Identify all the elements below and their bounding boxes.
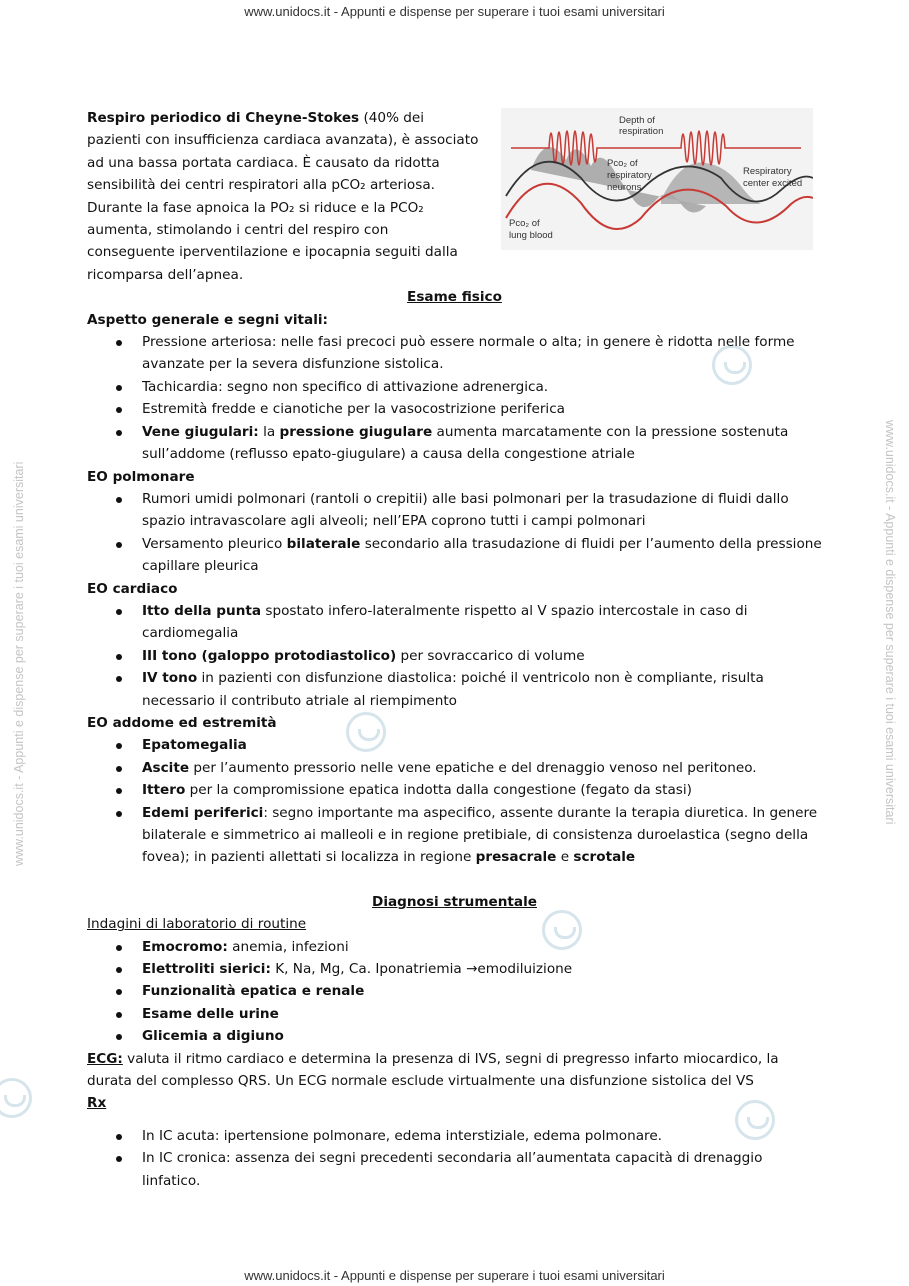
cheyne-stokes-paragraph [87, 107, 479, 286]
figure-label: lung blood [509, 230, 553, 241]
list-item: Esame delle urine [142, 1003, 822, 1025]
list-item: Versamento pleurico bilaterale secondario alla trasudazione di fluidi per l’aumento della pressione capillare pleurica [142, 533, 822, 578]
figure-label: Respiratory [743, 166, 792, 177]
list-item: Tachicardia: segno non specifico di attivazione adrenergica. [142, 376, 822, 398]
list [87, 600, 822, 712]
subsection-title: EO addome ed estremità [87, 714, 277, 731]
figure-label: respiratory [607, 170, 652, 181]
list-item: III tono (galoppo protodiastolico) per sovraccarico di volume [142, 645, 822, 667]
list-item: In IC cronica: assenza dei segni precedenti secondaria all’aumentata capacità di drenaggio linfatico. [142, 1147, 822, 1192]
subsection-title: EO polmonare [87, 468, 195, 485]
ecg-paragraph: ECG: valuta il ritmo cardiaco e determina la presenza di IVS, segni di pregresso infarto miocardico, la durata del complesso QRS. Un ECG normale esclude virtualmente una disfunzione sistolica del VS [87, 1050, 779, 1090]
page-header: www.unidocs.it - Appunti e dispense per superare i tuoi esami universitari [244, 4, 665, 19]
list-item: In IC acuta: ipertensione polmonare, edema interstiziale, edema polmonare. [142, 1125, 822, 1147]
figure-label: center excited [743, 178, 803, 189]
section-title: Esame fisico [407, 289, 502, 306]
list-item: Ascite per l’aumento pressorio nelle vene epatiche e del drenaggio venoso nel peritoneo. [142, 757, 822, 779]
figure-label: respiration [619, 126, 664, 137]
subsection-title: Indagini di laboratorio di routine [87, 916, 307, 933]
list [87, 488, 822, 578]
list [87, 1125, 822, 1192]
list [87, 936, 822, 1048]
list-item: Vene giugulari: la pressione giugulare aumenta marcatamente con la pressione sostenuta sull’addome (reflusso epato-giugulare) a causa della congestione atriale [142, 421, 822, 466]
list-item: Elettroliti sierici: K, Na, Mg, Ca. Iponatriemia →emodiluizione [142, 958, 822, 980]
watermark-logo-icon [0, 1078, 32, 1118]
figure-label: Pco₂ of [509, 218, 540, 229]
intro-text: (40% dei pazienti con insufficienza cardiaca avanzata), è associato ad una bassa portata cardiaca. È causato da ridotta sensibilità dei centri respiratori alla pCO₂ arteriosa. Durante la fase apnoica la PO₂ si riduce e la PCO₂ aumenta, stimolando i centri del respiro con conseguente iperventilazione e ipocapnia seguiti dalla ricomparsa dell’apnea. [87, 110, 479, 283]
list-item: Epatomegalia [142, 734, 822, 756]
subsection-title: Rx [87, 1095, 107, 1112]
list [87, 734, 822, 868]
list-item: Funzionalità epatica e renale [142, 980, 822, 1002]
list-item: Ittero per la compromissione epatica indotta dalla congestione (fegato da stasi) [142, 779, 822, 801]
list-item: IV tono in pazienti con disfunzione diastolica: poiché il ventricolo non è compliante, risulta necessario il contributo atriale al riempimento [142, 667, 822, 712]
figure-label: Pco₂ of [607, 158, 638, 169]
figure-label: neurons [607, 182, 642, 193]
side-watermark-right: www.unidocs.it - Appunti e dispense per superare i tuoi esami universitari [883, 420, 897, 825]
side-watermark-left: www.unidocs.it - Appunti e dispense per superare i tuoi esami universitari [12, 461, 26, 866]
figure-label: Depth of [619, 115, 655, 126]
section-title: Diagnosi strumentale [372, 893, 537, 910]
list [87, 331, 822, 465]
intro-title: Respiro periodico di Cheyne-Stokes [87, 110, 360, 126]
list-item: Rumori umidi polmonari (rantoli o crepitii) alle basi polmonari per la trasudazione di fluidi dallo spazio intravascolare agli alveoli; nell’EPA coprono tutti i campi polmonari [142, 488, 822, 533]
page-footer: www.unidocs.it - Appunti e dispense per superare i tuoi esami universitari [244, 1268, 665, 1283]
list-item: Itto della punta spostato infero-lateralmente rispetto al V spazio intercostale in caso di cardiomegalia [142, 600, 822, 645]
document-body [87, 107, 822, 1192]
list-item: Glicemia a digiuno [142, 1025, 822, 1047]
subsection-title: EO cardiaco [87, 580, 178, 597]
list-item: Edemi periferici: segno importante ma aspecifico, assente durante la terapia diuretica. In genere bilaterale e simmetrico ai malleoli e in regione pretibiale, di consistenza duroelastica (segno della fovea); in pazienti allettati si localizza in regione presacrale e scrotale [142, 802, 822, 869]
list-item: Emocromo: anemia, infezioni [142, 936, 822, 958]
list-item: Pressione arteriosa: nelle fasi precoci può essere normale o alta; in genere è ridotta nelle forme avanzate per la severa disfunzione sistolica. [142, 331, 822, 376]
subsection-title: Aspetto generale e segni vitali: [87, 311, 328, 328]
list-item: Estremità fredde e cianotiche per la vasocostrizione periferica [142, 398, 822, 420]
